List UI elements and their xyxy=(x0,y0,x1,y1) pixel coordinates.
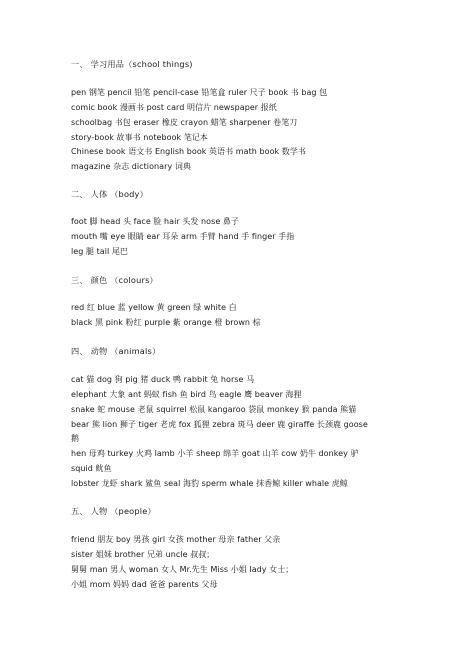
section-heading-school-things: 一、 学习用品（school things) xyxy=(71,59,193,69)
vocab-line: elephant 大象 ant 蚂蚁 fish 鱼 bird 鸟 eagle 鹰 beaver 海狸 xyxy=(71,390,302,399)
vocab-line: mouth 嘴 eye 眼睛 ear 耳朵 arm 手臂 hand 手 finger 手指 xyxy=(71,232,295,241)
vocab-line: schoolbag 书包 eraser 橡皮 crayon 蜡笔 sharpener 卷笔刀 xyxy=(71,118,298,127)
vocab-line: 舅舅 man 男人 woman 女人 Mr.先生 Miss 小姐 lady 女士； xyxy=(71,565,294,574)
vocab-line: story-book 故事书 notebook 笔记本 xyxy=(71,133,208,142)
vocab-line: friend 朋友 boy 男孩 girl 女孩 mother 母亲 father 父亲 xyxy=(71,535,281,544)
vocab-line: black 黑 pink 粉红 purple 紫 orange 橙 brown 棕 xyxy=(71,318,261,327)
vocab-line: bear 熊 lion 狮子 tiger 老虎 fox 狐狸 zebra 斑马 deer 鹿 giraffe 长颈鹿 goose xyxy=(71,420,368,429)
vocab-line: lobster 龙虾 shark 鲨鱼 seal 海豹 sperm whale 抹香鲸 killer whale 虎鲸 xyxy=(71,479,348,488)
vocab-line: snake 蛇 mouse 老鼠 squirrel 松鼠 kangaroo 袋鼠 monkey 猴 panda 熊猫 xyxy=(71,405,357,414)
vocab-line: leg 腿 tail 尾巴 xyxy=(71,247,128,256)
vocab-line: cat 猫 dog 狗 pig 猪 duck 鸭 rabbit 兔 horse 马 xyxy=(71,375,255,384)
vocab-line: hen 母鸡 turkey 火鸡 lamb 小羊 sheep 绵羊 goat 山羊 cow 奶牛 donkey 驴 xyxy=(71,449,359,458)
vocab-line: Chinese book 语文书 English book 英语书 math book 数学书 xyxy=(71,147,306,156)
vocab-line: magazine 杂志 dictionary 词典 xyxy=(71,162,191,171)
vocab-line: 鹅 xyxy=(71,434,80,443)
vocab-line: foot 脚 head 头 face 脸 hair 头发 nose 鼻子 xyxy=(71,217,239,226)
vocab-line: pen 钢笔 pencil 铅笔 pencil-case 铅笔盒 ruler 尺子 book 书 bag 包 xyxy=(71,88,328,97)
vocab-line: sister 姐妹 brother 兄弟 uncle 叔叔； xyxy=(71,550,215,559)
section-heading-colours: 三、 颜色 （colours） xyxy=(71,275,158,285)
section-heading-body: 二、 人体 （body） xyxy=(71,189,148,199)
section-heading-people: 五、 人物 （people） xyxy=(71,506,156,516)
vocab-line: squid 鱿鱼 xyxy=(71,464,112,473)
section-heading-animals: 四、 动物 （animals） xyxy=(71,346,161,356)
vocab-line: red 红 blue 蓝 yellow 黄 green 绿 white 白 xyxy=(71,303,237,312)
vocab-line: comic book 漫画书 post card 明信片 newspaper 报纸 xyxy=(71,103,277,112)
vocab-line: 小姐 mom 妈妈 dad 爸爸 parents 父母 xyxy=(71,580,218,589)
